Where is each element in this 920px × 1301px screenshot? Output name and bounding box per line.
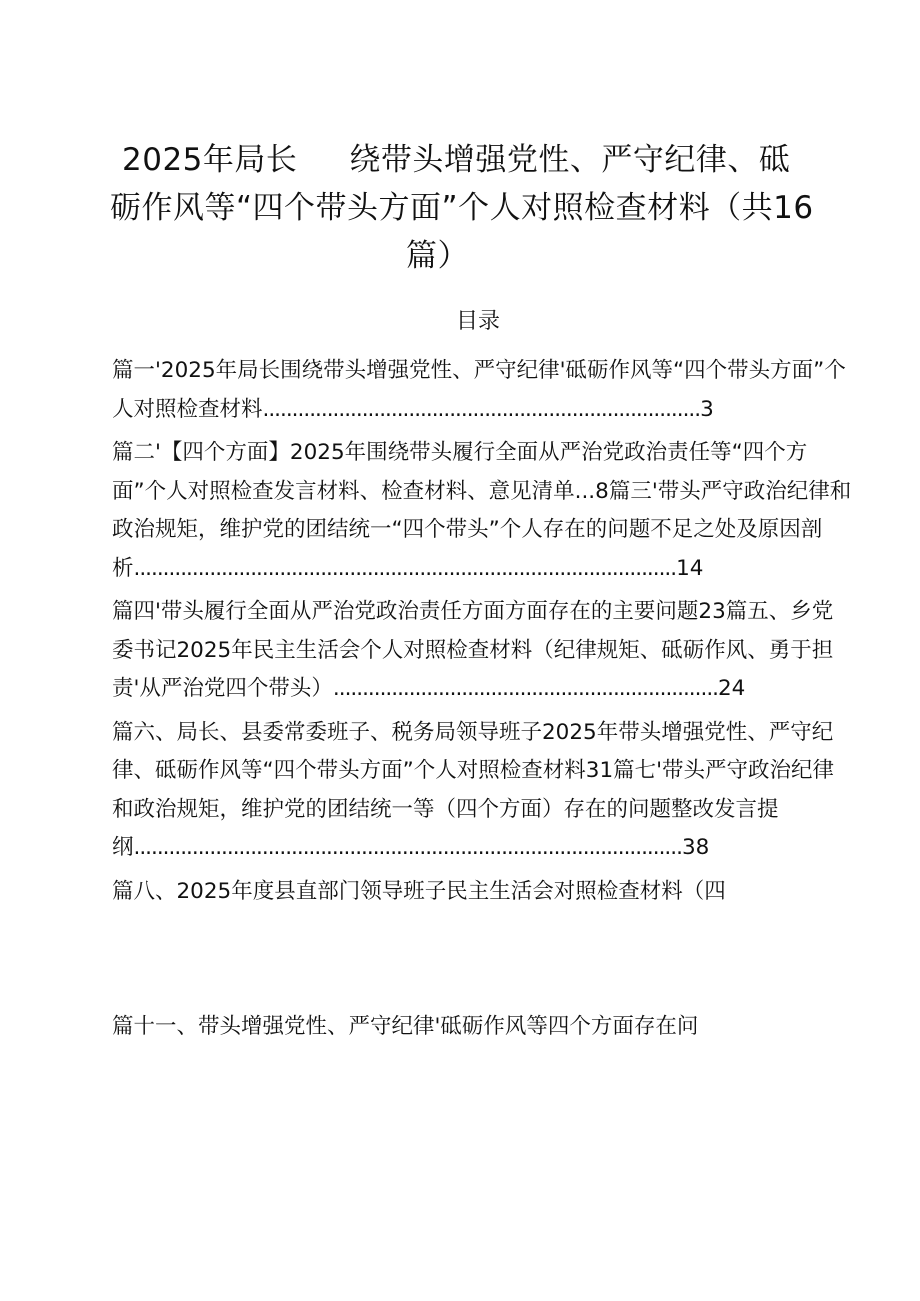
toc-heading: 目录 [455,309,500,334]
table-of-contents [112,352,854,911]
toc-dot-leader: ........................................................................... [262,396,701,422]
toc-entry-text: 篇一'2025年局长围绕带头增强党性、严守纪律'砥砺作风等“四个带头方面”个人对照检查材料 [112,358,846,422]
document-title [100,136,840,280]
toc-entry-text: 篇八、2025年度县直部门领导班子民主生活会对照检查材料（四 [112,878,726,904]
toc-entry-text: 篇四'带头履行全面从严治党政治责任方面方面存在的主要问题23篇五、乡党委书记2025年民主生活会个人对照检查材料（纪律规矩、砥砺作风、勇于担责'从严治党四个带头） [112,599,834,701]
toc-dot-leader: .............................................................................................. [133,835,682,860]
title-line-1-start: 2025年局长 [122,142,298,178]
toc-entry-2[interactable] [112,434,854,588]
toc-entry-text: 篇二'【四个方面】2025年围绕带头履行全面从严治党政治责任等“四个方面”个人对照检查发言材料、检查材料、意见清单...8篇三'带头严守政治纪律和政治规矩，维护党的团结统一“四个带头”个人存在的问题不足之处及原因剖析 [112,440,852,581]
toc-entry-11[interactable]: 篇十一、带头增强党性、严守纪律'砥砺作风等四个方面存在问 [112,1014,699,1039]
toc-entry-3[interactable] [112,593,854,709]
toc-page-number: 24 [717,676,746,701]
title-line-3: 篇） [406,238,469,274]
toc-entry-text: 篇六、局长、县委常委班子、税务局领导班子2025年带头增强党性、严守纪律、砥砺作风等“四个带头方面”个人对照检查材料31篇七'带头严守政治纪律和政治规矩，维护党的团结统一等（四个方面）存在的问题整改发言提纲 [112,719,835,860]
toc-entry-4[interactable] [112,714,854,868]
title-line-1 [100,136,840,184]
toc-dot-leader: .................................................................. [332,676,718,701]
title-line-1-end: 绕带头增强党性、严守纪律、砥 [349,142,791,178]
toc-entry-5[interactable] [112,873,854,912]
toc-entry-1[interactable] [112,352,854,429]
toc-page-number: 14 [676,555,704,581]
toc-page-number: 3 [700,396,714,422]
title-line-2: 砺作风等“四个带头方面”个人对照检查材料（共16 [110,190,814,226]
toc-page-number: 38 [681,835,710,860]
toc-dot-leader: ............................................................................................. [133,555,677,581]
